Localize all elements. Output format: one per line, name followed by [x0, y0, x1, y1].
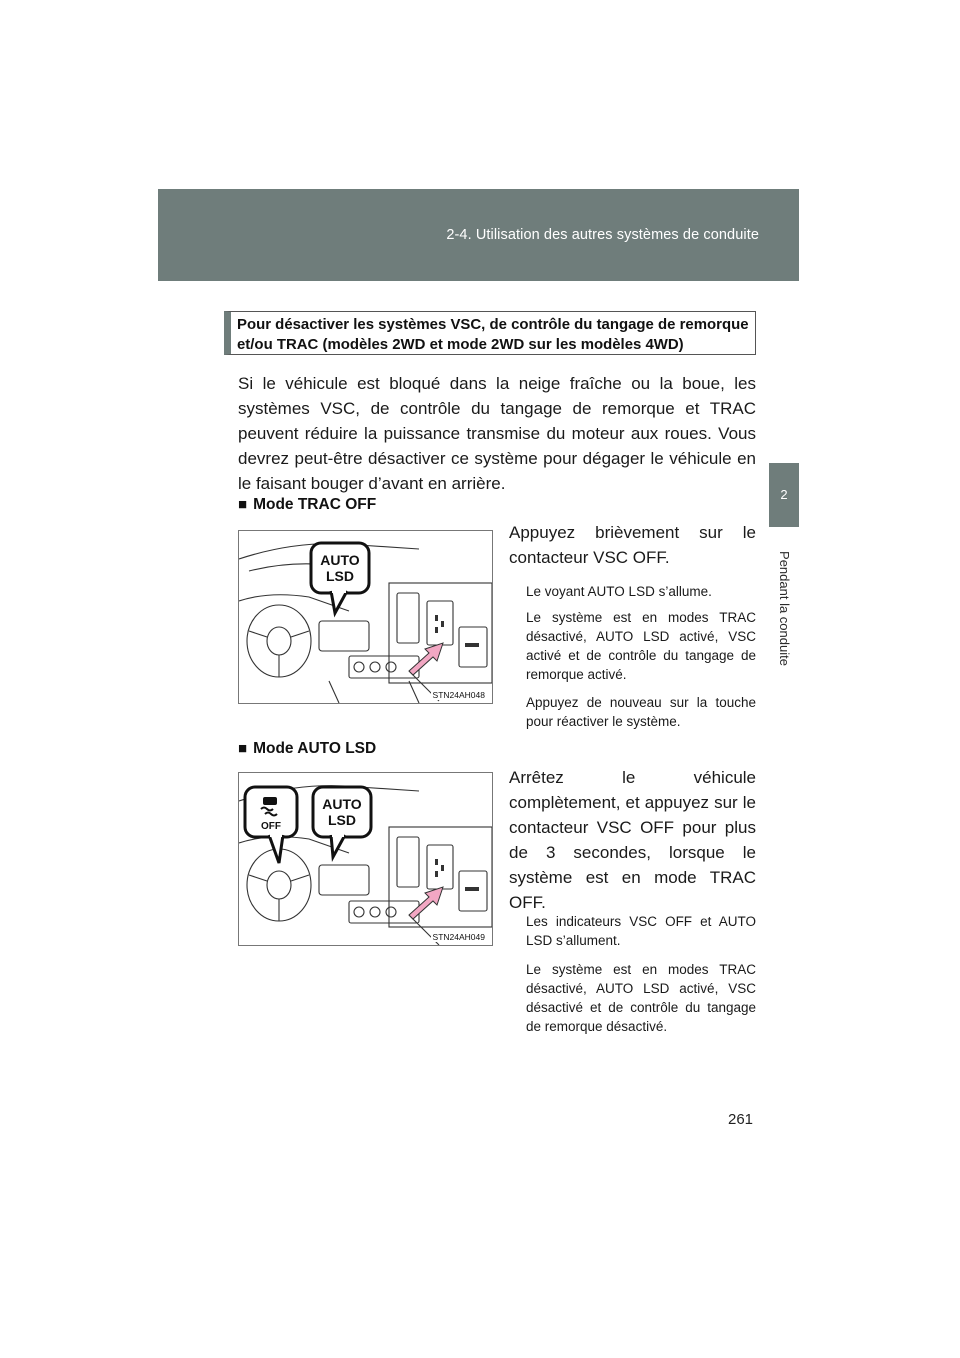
chapter-side-label: [768, 548, 800, 668]
figure-auto-lsd: [238, 772, 493, 946]
mode-trac-off-heading: [238, 496, 376, 514]
section-heading: [224, 311, 756, 355]
mode1-note-2: Le système est en modes TRAC désactivé, AUTO LSD activé, VSC activé et de contrôle du tangage de remorque activé.: [526, 610, 756, 682]
page-number: 261: [728, 1111, 754, 1128]
chapter-title: 2-4. Utilisation des autres systèmes de conduite: [446, 227, 759, 243]
figure-code: STN24AH049: [432, 932, 485, 942]
bullet-square-icon: ■: [238, 740, 248, 757]
callout-auto-text: AUTO: [322, 796, 362, 812]
callout-lsd-text: LSD: [328, 812, 356, 828]
chapter-side-label-text: Pendant la conduite: [776, 550, 792, 666]
mode2-note-1: Les indicateurs VSC OFF et AUTO LSD s’allument.: [526, 914, 756, 948]
figure-code: STN24AH048: [432, 690, 485, 700]
callout-lsd-text: LSD: [326, 568, 354, 584]
mode-trac-off-title: Mode TRAC OFF: [253, 496, 377, 513]
dashboard-illustration: [239, 773, 492, 945]
chapter-header: [158, 189, 799, 281]
callout-auto-text: AUTO: [320, 552, 360, 568]
figure-trac-off: [238, 530, 493, 704]
press-arrow-icon: [409, 887, 443, 919]
mode1-note-1: Le voyant AUTO LSD s’allume.: [526, 584, 712, 599]
chapter-number-tab: 2: [769, 463, 799, 527]
intro-paragraph: Si le véhicule est bloqué dans la neige fraîche ou la boue, les systèmes VSC, de contrôle du tangage de remorque et TRAC peuvent réduire la puissance transmise du moteur aux roues. Vous devrez peut-être désactiver ce système pour dégager le véhicule en le faisant bouger d’avant en arrière.: [238, 374, 756, 493]
press-arrow-icon: [409, 643, 443, 675]
mode1-step: Appuyez brièvement sur le contacteur VSC OFF.: [509, 523, 756, 567]
callout-off-text: OFF: [261, 821, 281, 832]
mode-auto-lsd-heading: [238, 740, 376, 758]
bullet-square-icon: ■: [238, 496, 248, 513]
mode2-note-2: Le système est en modes TRAC désactivé, AUTO LSD activé, VSC désactivé et de contrôle du tangage de remorque désactivé.: [526, 962, 756, 1034]
mode1-note-3: Appuyez de nouveau sur la touche pour réactiver le système.: [526, 695, 756, 729]
section-heading-line1: Pour désactiver les systèmes VSC, de contrôle du tangage de remorque: [237, 316, 749, 333]
mode-auto-lsd-title: Mode AUTO LSD: [253, 740, 377, 757]
section-heading-line2: et/ou TRAC (modèles 2WD et mode 2WD sur les modèles 4WD): [237, 336, 684, 353]
mode2-step: Arrêtez le véhicule complètement, et appuyez sur le contacteur VSC OFF pour plus de 3 secondes, lorsque le système est en mode TRAC OFF.: [509, 768, 756, 912]
dashboard-illustration: [239, 531, 492, 703]
